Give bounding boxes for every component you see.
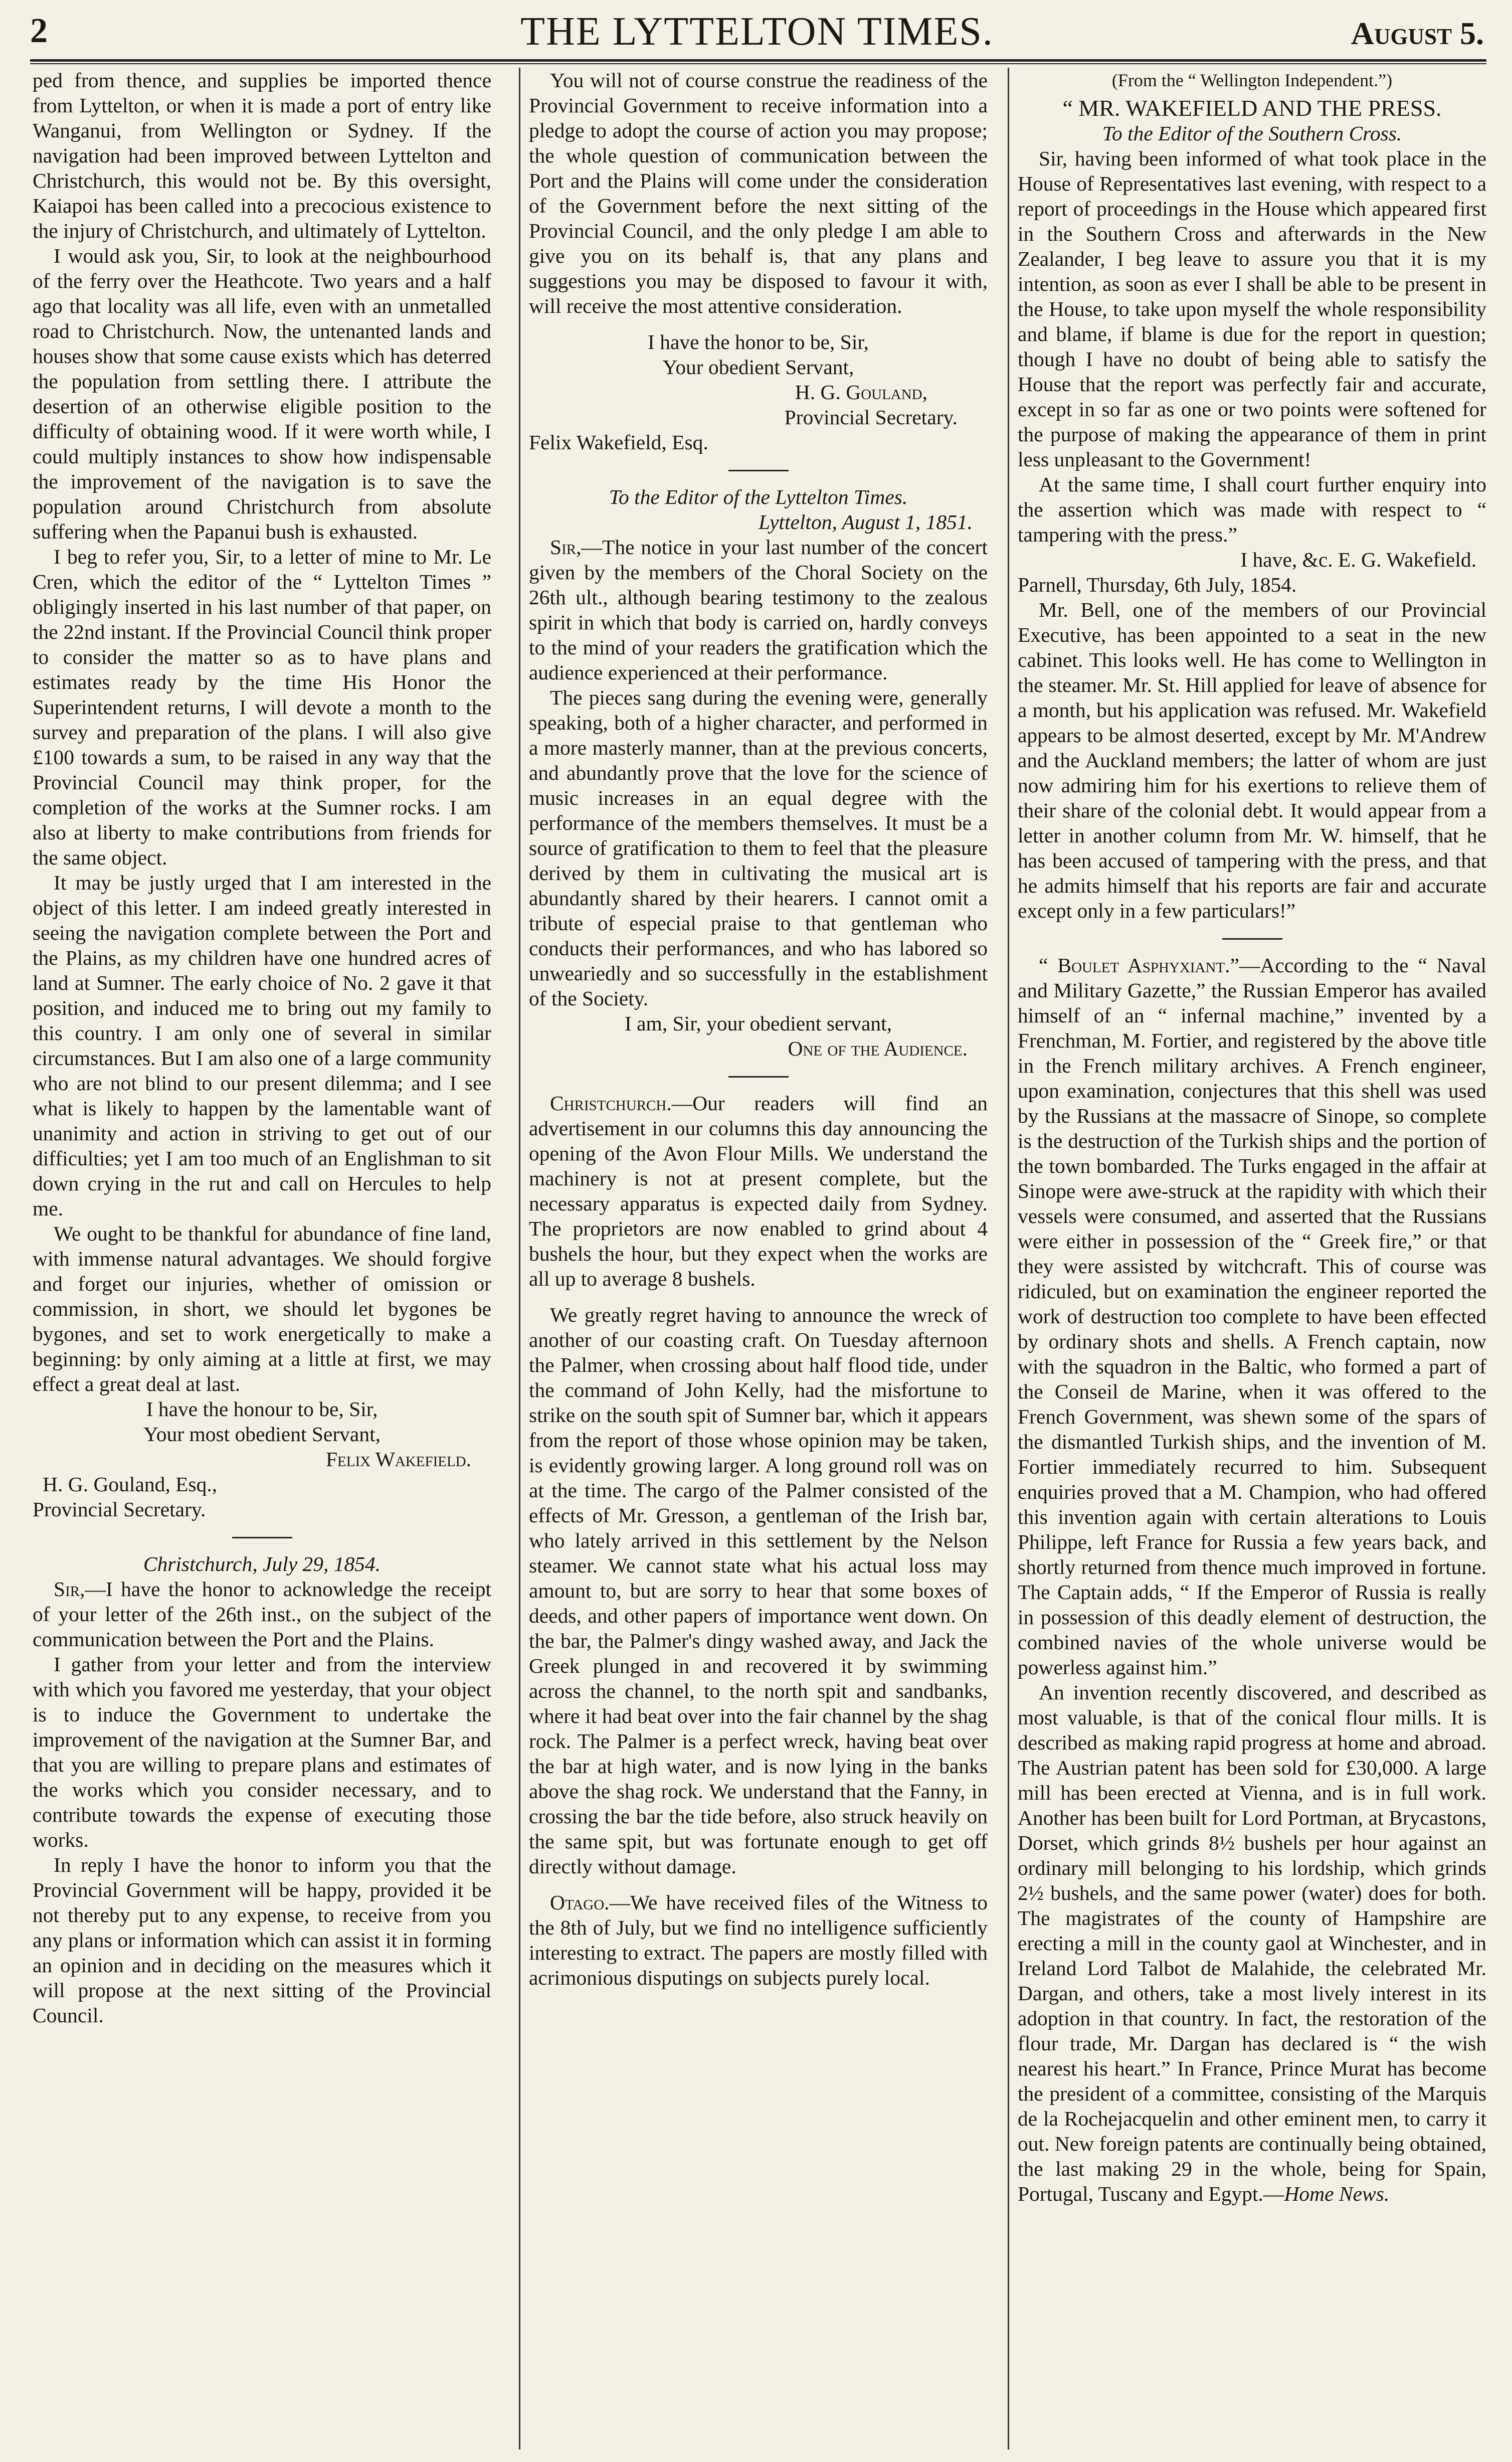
signature: Felix Wakefield.: [325, 1448, 471, 1471]
masthead-rule: [30, 59, 1486, 62]
salutation: Sir,: [54, 1577, 85, 1601]
closing-line: I have the honour to be, Sir,: [146, 1397, 378, 1421]
source-credit: Home News.: [1284, 2182, 1390, 2205]
paragraph: At the same time, I shall court further enquiry into the assertion which was made with respect to “ tampering with the press.”: [1018, 473, 1486, 546]
section-lead: “ Boulet Asphyxiant.”: [1039, 954, 1239, 977]
section-rule: [232, 1537, 292, 1538]
paragraph: It may be justly urged that I am interested in the object of this letter. I am indeed greatly interested in seeing the navigation complete between the Port and the Plains, as my children have one hundred acres of land at Sumner. The early choice of No. 2 gave it that position, and induced me to bring out my family to this country. I am only one of several in similar circumstances. But I am also one of a large community who are not blind to our present dilemma; and I see what is likely to happen by the lamentable want of unanimity and action in striving to get out of our difficulties; yet I am too much of an Englishman to sit down crying in the rut and call on Hercules to help me.: [33, 871, 491, 1220]
dateline: Christchurch, July 29, 1854.: [143, 1552, 381, 1575]
page-number: 2: [30, 12, 48, 50]
section-rule: [1222, 938, 1282, 940]
addressee-title: Provincial Secretary.: [33, 1498, 206, 1521]
paragraph: The pieces sang during the evening were, generally speaking, both of a higher character, and performed in a more masterly manner, than at the previous concerts, and abundantly prove that the love for the science of music increases in an equal degree with the performance of the members themselves. It must be a source of gratification to them to feel that the pleasure derived by them in cultivating the musical art is abundantly shared by their hearers. I cannot omit a tribute of especial praise to that gentleman who conducts their performances, and who has labored so unweariedly and so successfully in the establishment of the Society.: [529, 686, 988, 1010]
source-credit: (From the “ Wellington Independent.”): [1111, 70, 1393, 90]
addressee: Felix Wakefield, Esq.: [529, 431, 708, 454]
paragraph: An invention recently discovered, and described as most valuable, is that of the conical flour mills. It is described as making rapid progress at home and abroad. The Austrian patent has been sold for £30,000. A large mill has been erected at Vienna, and is in full work. Another has been built for Lord Portman, at Brycastons, Dorset, which grinds 8½ bushels per hour against an ordinary mill belonging to his lordship, which grinds 2½ bushels, and the same power (water) does for both. The magistrates of the county of Hampshire are erecting a mill in the county gaol at Winchester, and in Ireland Lord Talbot de Malahide, the celebrated Mr. Dargan, and others, take a most lively interest in its adoption in that country. In fact, the restoration of the flour trade, Mr. Dargan has declared is “ the wish nearest his heart.” In France, Prince Murat has become the president of a committee, consisting of the Marquis de la Rochejacquelin and other eminent men, to carry it out. New foreign patents are continually being obtained, the last making 29 in the whole, being for Spain, Portugal, Tuscany and Egypt.—: [1018, 1681, 1486, 2205]
paragraph: I would ask you, Sir, to look at the neighbourhood of the ferry over the Heathcote. Two years and a half ago that locality was all life, even with an unmetalled road to Christchurch. Now, the untenanted lands and houses show that some cause exists which has deterred the population from settling there. I attribute the desertion of an otherwise eligible position to the difficulty of obtaining wood. If it were worth while, I could multiply instances to show how indispensable the improvement of the navigation is to save the population around Christchurch from absolute suffering when the Papanui bush is exhausted.: [33, 244, 491, 543]
column-2: [529, 68, 988, 2454]
closing-line: I am, Sir, your obedient servant,: [624, 1012, 892, 1035]
paragraph: We ought to be thankful for abundance of fine land, with immense natural advantages. We should forgive and forget our injuries, whether of omission or commission, in short, we should let bygones be bygones, and set to work energetically to make a beginning: by only aiming at a little at first, we may effect a great deal at last.: [33, 1222, 491, 1395]
paragraph: —Our readers will find an advertisement in our columns this day announcing the opening of the Avon Flour Mills. We understand the machinery is not at present complete, but the necessary apparatus is expected daily from Sydney. The proprietors are now enabled to grind about 4 bushels the hour, but they expect when the works are all up to average 8 bushels.: [529, 1092, 988, 1290]
column-divider: [1008, 68, 1009, 2449]
closing-line: Your obedient Servant,: [662, 356, 854, 379]
masthead-rule-thin: [30, 63, 1486, 64]
section-rule: [728, 1076, 789, 1078]
newspaper-title: THE LYTTELTON TIMES.: [520, 10, 994, 54]
section-lead: Christchurch.: [550, 1092, 672, 1115]
signature: H. G. Gouland,: [795, 381, 927, 404]
dateline: Lyttelton, August 1, 1851.: [759, 510, 973, 534]
addressee: To the Editor of the Southern Cross.: [1102, 122, 1402, 145]
closing-line: Your most obedient Servant,: [143, 1423, 381, 1446]
masthead: [30, 4, 1484, 59]
column-3: [1018, 68, 1486, 2454]
section-rule: [728, 470, 789, 471]
section-lead: Otago.: [550, 1891, 610, 1914]
paragraph: —We have received files of the Witness to the 8th of July, but we find no intelligence sufficiently interesting to extract. The papers are mostly filled with acrimonious disputings on subjects purely local.: [529, 1891, 988, 1989]
paragraph: ped from thence, and supplies be imported thence from Lyttelton, or when it is made a port of entry like Wanganui, from Wellington or Sydney. If the navigation had been improved between Lyttelton and Christchurch, this would not be. By this oversight, Kaiapoi has been called into a precocious existence to the injury of Christchurch, and ultimately of Lyttelton.: [33, 69, 491, 242]
issue-date: August 5.: [1351, 16, 1484, 51]
paragraph: —The notice in your last number of the concert given by the members of the Choral Society on the 26th ult., although bearing testimony to the zealous spirit in which that body is carried on, hardly conveys to the mind of your readers the gratification which the audience experienced at their performance.: [529, 536, 988, 684]
paragraph: —According to the “ Naval and Military Gazette,” the Russian Emperor has availed himself of an “ infernal machine,” invented by a Frenchman, M. Fortier, and registered by the above title in the French military archives. A French engineer, upon examination, conjectures that this shell was used by the Russians at the massacre of Sinope, so complete is the destruction of the Turkish ships and the portion of the town bombarded. The Turks engaged in the affair at Sinope were awe-struck at the rapidity with which their vessels were consumed, and asserted that the Russians were either in possession of the “ Greek fire,” or that they were assisted by witchcraft. This of course was ridiculed, but on examination the engineer reported the work of destruction too complete to have been effected by ordinary shots and shells. A French captain, now with the squadron in the Baltic, who formed a part of the Conseil de Marine, when it was offered to the French Government, was shewn some of the spars of the dismantled Turkish ships, and the invention of M. Fortier immediately recurred to him. Subsequent enquiries proved that a M. Champion, who had offered this invention again with certain alterations to Louis Philippe, left France for Russia a few years back, and shortly returned from thence much improved in fortune. The Captain adds, “ If the Emperor of Russia is really in possession of this deadly element of destruction, the combined navies of the whole universe would be powerless against him.”: [1018, 954, 1486, 1679]
headline: “ MR. WAKEFIELD AND THE PRESS.: [1062, 95, 1442, 121]
signature: I have, &c. E. G. Wakefield.: [1240, 548, 1476, 571]
signature-title: Provincial Secretary.: [784, 406, 958, 429]
salutation: Sir,: [550, 536, 582, 559]
paragraph: Sir, having been informed of what took place in the House of Representatives last evening, with respect to a report of proceedings in the House which appeared first in the Southern Cross and afterwards in the New Zealander, I beg leave to assure you that it is my intention, as soon as ever I shall be able to be present in the House, to take upon myself the whole responsibility and blame, if blame is due for the report in question; though I have no doubt of being able to satisfy the House that the report was perfectly fair and accurate, except in so far as one or two points were softened for the purpose of making the appearance of them in print less unpleasant to the Government!: [1018, 147, 1486, 471]
paragraph: You will not of course construe the readiness of the Provincial Government to receive information into a pledge to adopt the course of action you may propose; the whole question of communication between the Port and the Plains will come under the consideration of the Government before the next sitting of the Provincial Council, and the only pledge I am able to give you on its behalf is, that any plans and suggestions you may be disposed to favour it with, will receive the most attentive consideration.: [529, 69, 988, 317]
closing-line: I have the honor to be, Sir,: [648, 330, 869, 354]
paragraph: Mr. Bell, one of the members of our Provincial Executive, has been appointed to a seat in the new cabinet. This looks well. He has come to Wellington in the steamer. Mr. St. Hill applied for leave of absence for a month, but his application was refused. Mr. Wakefield appears to be almost deserted, except by Mr. M'Andrew and the Auckland members; the latter of whom are just now admiring him for his exertions to relieve them of their share of the colonial debt. It would appear from a letter in another column from Mr. W. himself, that he has been accused of tampering with the press, and that he admits himself that his reports are fair and accurate except only in a few particulars!”: [1018, 598, 1486, 922]
paragraph: I beg to refer you, Sir, to a letter of mine to Mr. Le Cren, which the editor of the “ Lyttelton Times ” obligingly inserted in his last number of that paper, on the 22nd instant. If the Provincial Council think proper to consider the matter so as to have plans and estimates ready by the time His Honor the Superintendent returns, I will devote a month to the survey and preparation of the plans. I will also give £100 towards a sum, to be raised in any way that the Provincial Council may think proper, for the completion of the works at the Sumner rocks. I am also at liberty to make contributions from friends for the same object.: [33, 545, 491, 869]
paragraph: I gather from your letter and from the interview with which you favored me yesterday, that your object is to induce the Government to undertake the improvement of the navigation at the Sumner Bar, and that you are willing to prepare plans and estimates of the works which you consider necessary, and to contribute towards the expense of executing those works.: [33, 1653, 491, 1851]
column-1: [33, 68, 491, 2454]
letter-heading: To the Editor of the Lyttelton Times.: [609, 485, 908, 508]
paragraph: In reply I have the honor to inform you that the Provincial Government will be happy, provided it be not thereby put to any expense, to receive from you any plans or information which can assist it in forming an opinion and in deciding on the measures which it will propose at the next sitting of the Provincial Council.: [33, 1853, 491, 2027]
paragraph: We greatly regret having to announce the wreck of another of our coasting craft. On Tuesday afternoon the Palmer, when crossing about half flood tide, under the command of John Kelly, had the misfortune to strike on the south spit of Sumner bar, which it appears from the report of those whose opinion may be taken, is evidently growing larger. A long ground roll was on at the time. The cargo of the Palmer consisted of the effects of Mr. Gresson, a gentleman of the Irish bar, who lately arrived in this settlement by the Nelson steamer. We cannot state what his actual loss may amount to, but are sorry to hear that some boxes of deeds, and other papers of importance went down. On the bar, the Palmer's dingy washed away, and Jack the Greek plunged in and recovered it by swimming across the channel, to the north spit and sandbanks, where it had beat over into the fair channel by the shag rock. The Palmer is a perfect wreck, having beat over the bar at high water, and is now lying in the banks above the shag rock. We understand that the Fanny, in crossing the bar the tide before, also struck heavily on the same spit, but was fortunate enough to get off directly without damage.: [529, 1303, 988, 1878]
dateline: Parnell, Thursday, 6th July, 1854.: [1018, 573, 1297, 596]
addressee: H. G. Gouland, Esq.,: [43, 1473, 218, 1496]
signature: One of the Audience.: [788, 1037, 968, 1060]
column-divider: [519, 68, 520, 2449]
paragraph: —I have the honor to acknowledge the receipt of your letter of the 26th inst., on the subject of the communication between the Port and the Plains.: [33, 1577, 491, 1651]
